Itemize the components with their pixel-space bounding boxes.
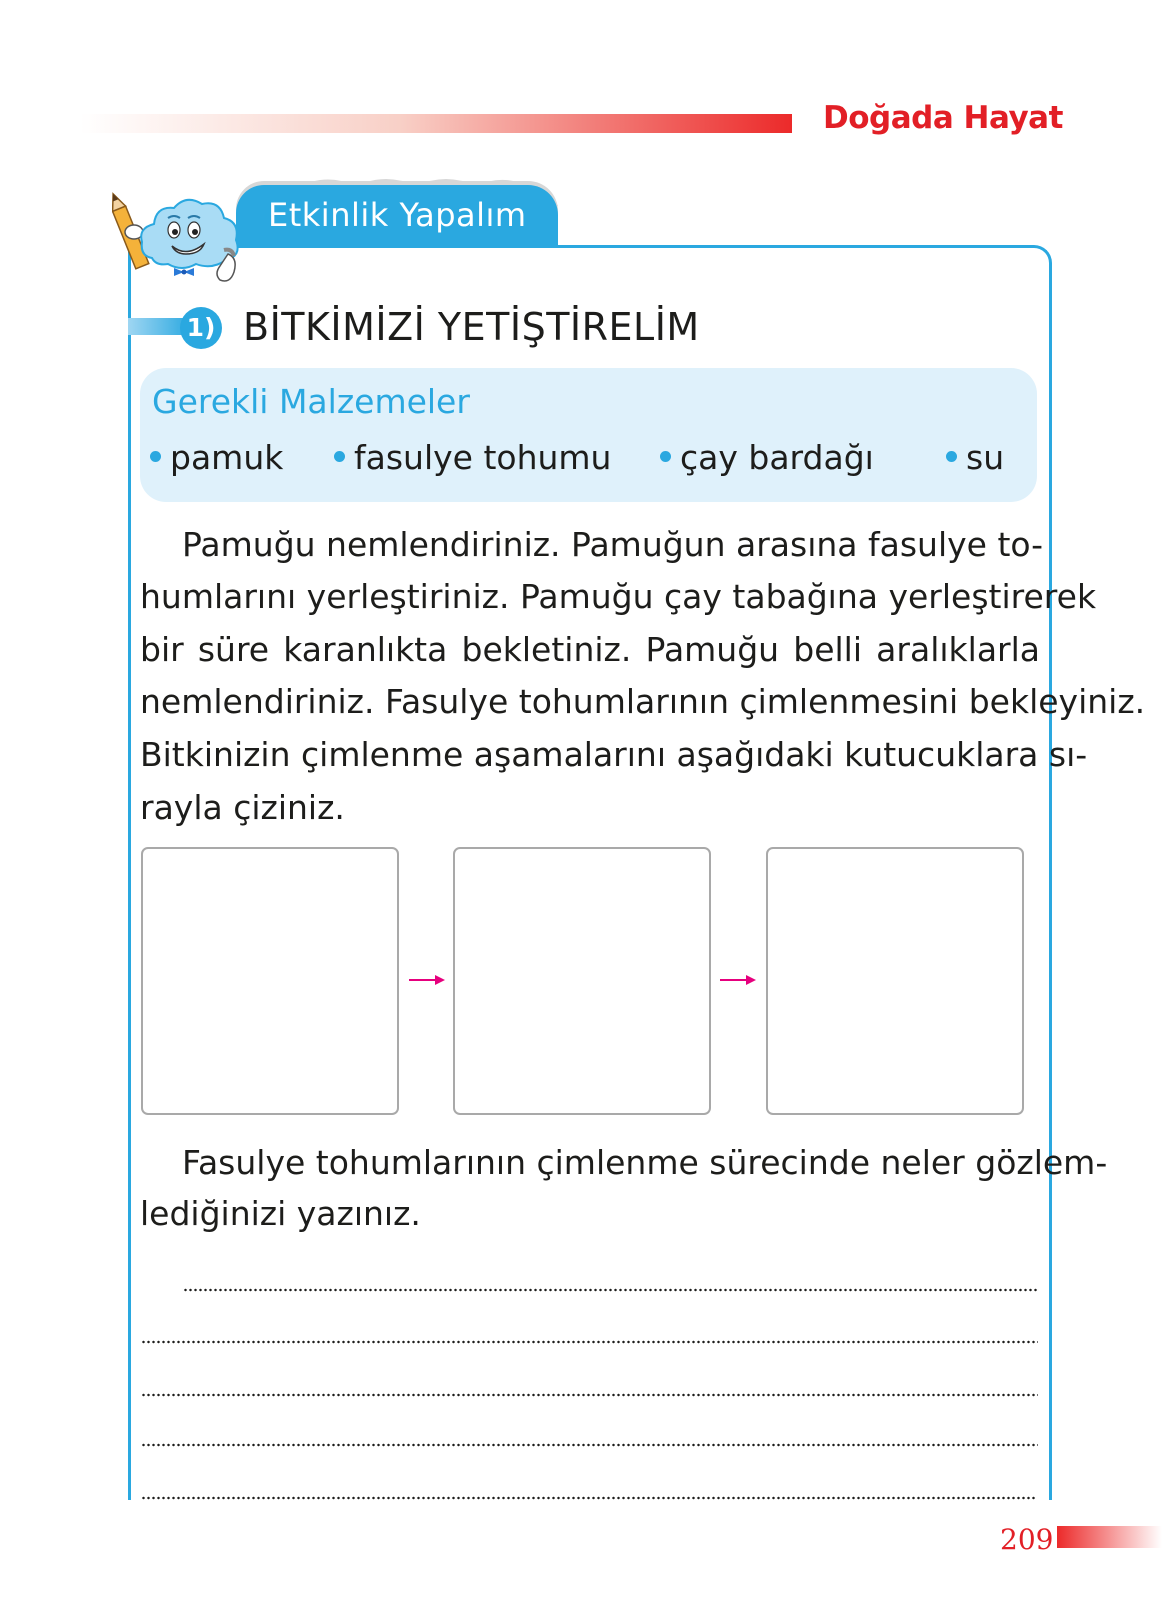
bullet-icon bbox=[150, 451, 161, 462]
activity-title: BİTKİMİZİ YETİŞTİRELİM bbox=[243, 305, 700, 349]
bullet-icon bbox=[946, 451, 957, 462]
arrow-right-icon bbox=[718, 973, 758, 987]
material-item: fasulye tohumu bbox=[334, 438, 611, 477]
header-gradient-bar bbox=[80, 114, 792, 133]
instruction-line: humlarını yerleştiriniz. Pamuğu çay tabağına yerleştirerek bbox=[140, 577, 1097, 616]
material-item: çay bardağı bbox=[660, 438, 874, 477]
bullet-icon bbox=[660, 451, 671, 462]
footer-gradient-bar bbox=[1057, 1526, 1162, 1548]
drawing-box-2[interactable] bbox=[453, 847, 711, 1115]
arrow-right-icon bbox=[407, 973, 447, 987]
material-item: su bbox=[946, 438, 1004, 477]
banner-label: Etkinlik Yapalım bbox=[268, 196, 527, 234]
drawing-box-1[interactable] bbox=[141, 847, 399, 1115]
materials-list bbox=[150, 438, 1030, 488]
instruction-line: Pamuğu nemlendiriniz. Pamuğun arasına fasulye to- bbox=[182, 525, 1044, 564]
materials-title: Gerekli Malzemeler bbox=[152, 382, 470, 421]
question-line: Fasulye tohumlarının çimlenme sürecinde neler gözlem- bbox=[182, 1143, 1108, 1182]
answer-line[interactable] bbox=[141, 1393, 1038, 1397]
section-title: Doğada Hayat bbox=[823, 100, 1063, 136]
instruction-line: bir süre karanlıkta bekletiniz. Pamuğu belli aralıklarla bbox=[140, 630, 1040, 669]
activity-number-badge: 1) bbox=[180, 307, 222, 349]
answer-line[interactable] bbox=[141, 1340, 1038, 1344]
instruction-line: nemlendiriniz. Fasulye tohumlarının çimlenmesini bekleyiniz. bbox=[140, 682, 1146, 721]
instruction-line: Bitkinizin çimlenme aşamalarını aşağıdaki kutucuklara sı- bbox=[140, 735, 1088, 774]
question-line: lediğinizi yazınız. bbox=[140, 1194, 421, 1233]
instruction-line: rayla çiziniz. bbox=[140, 788, 345, 827]
materials-panel bbox=[140, 368, 1037, 502]
answer-line[interactable] bbox=[141, 1496, 1036, 1500]
answer-line[interactable] bbox=[183, 1288, 1038, 1292]
page-number: 209 bbox=[1000, 1523, 1054, 1556]
material-item: pamuk bbox=[150, 438, 283, 477]
bullet-icon bbox=[334, 451, 345, 462]
cloud-mascot-icon bbox=[112, 188, 262, 288]
drawing-box-3[interactable] bbox=[766, 847, 1024, 1115]
answer-line[interactable] bbox=[141, 1443, 1038, 1447]
